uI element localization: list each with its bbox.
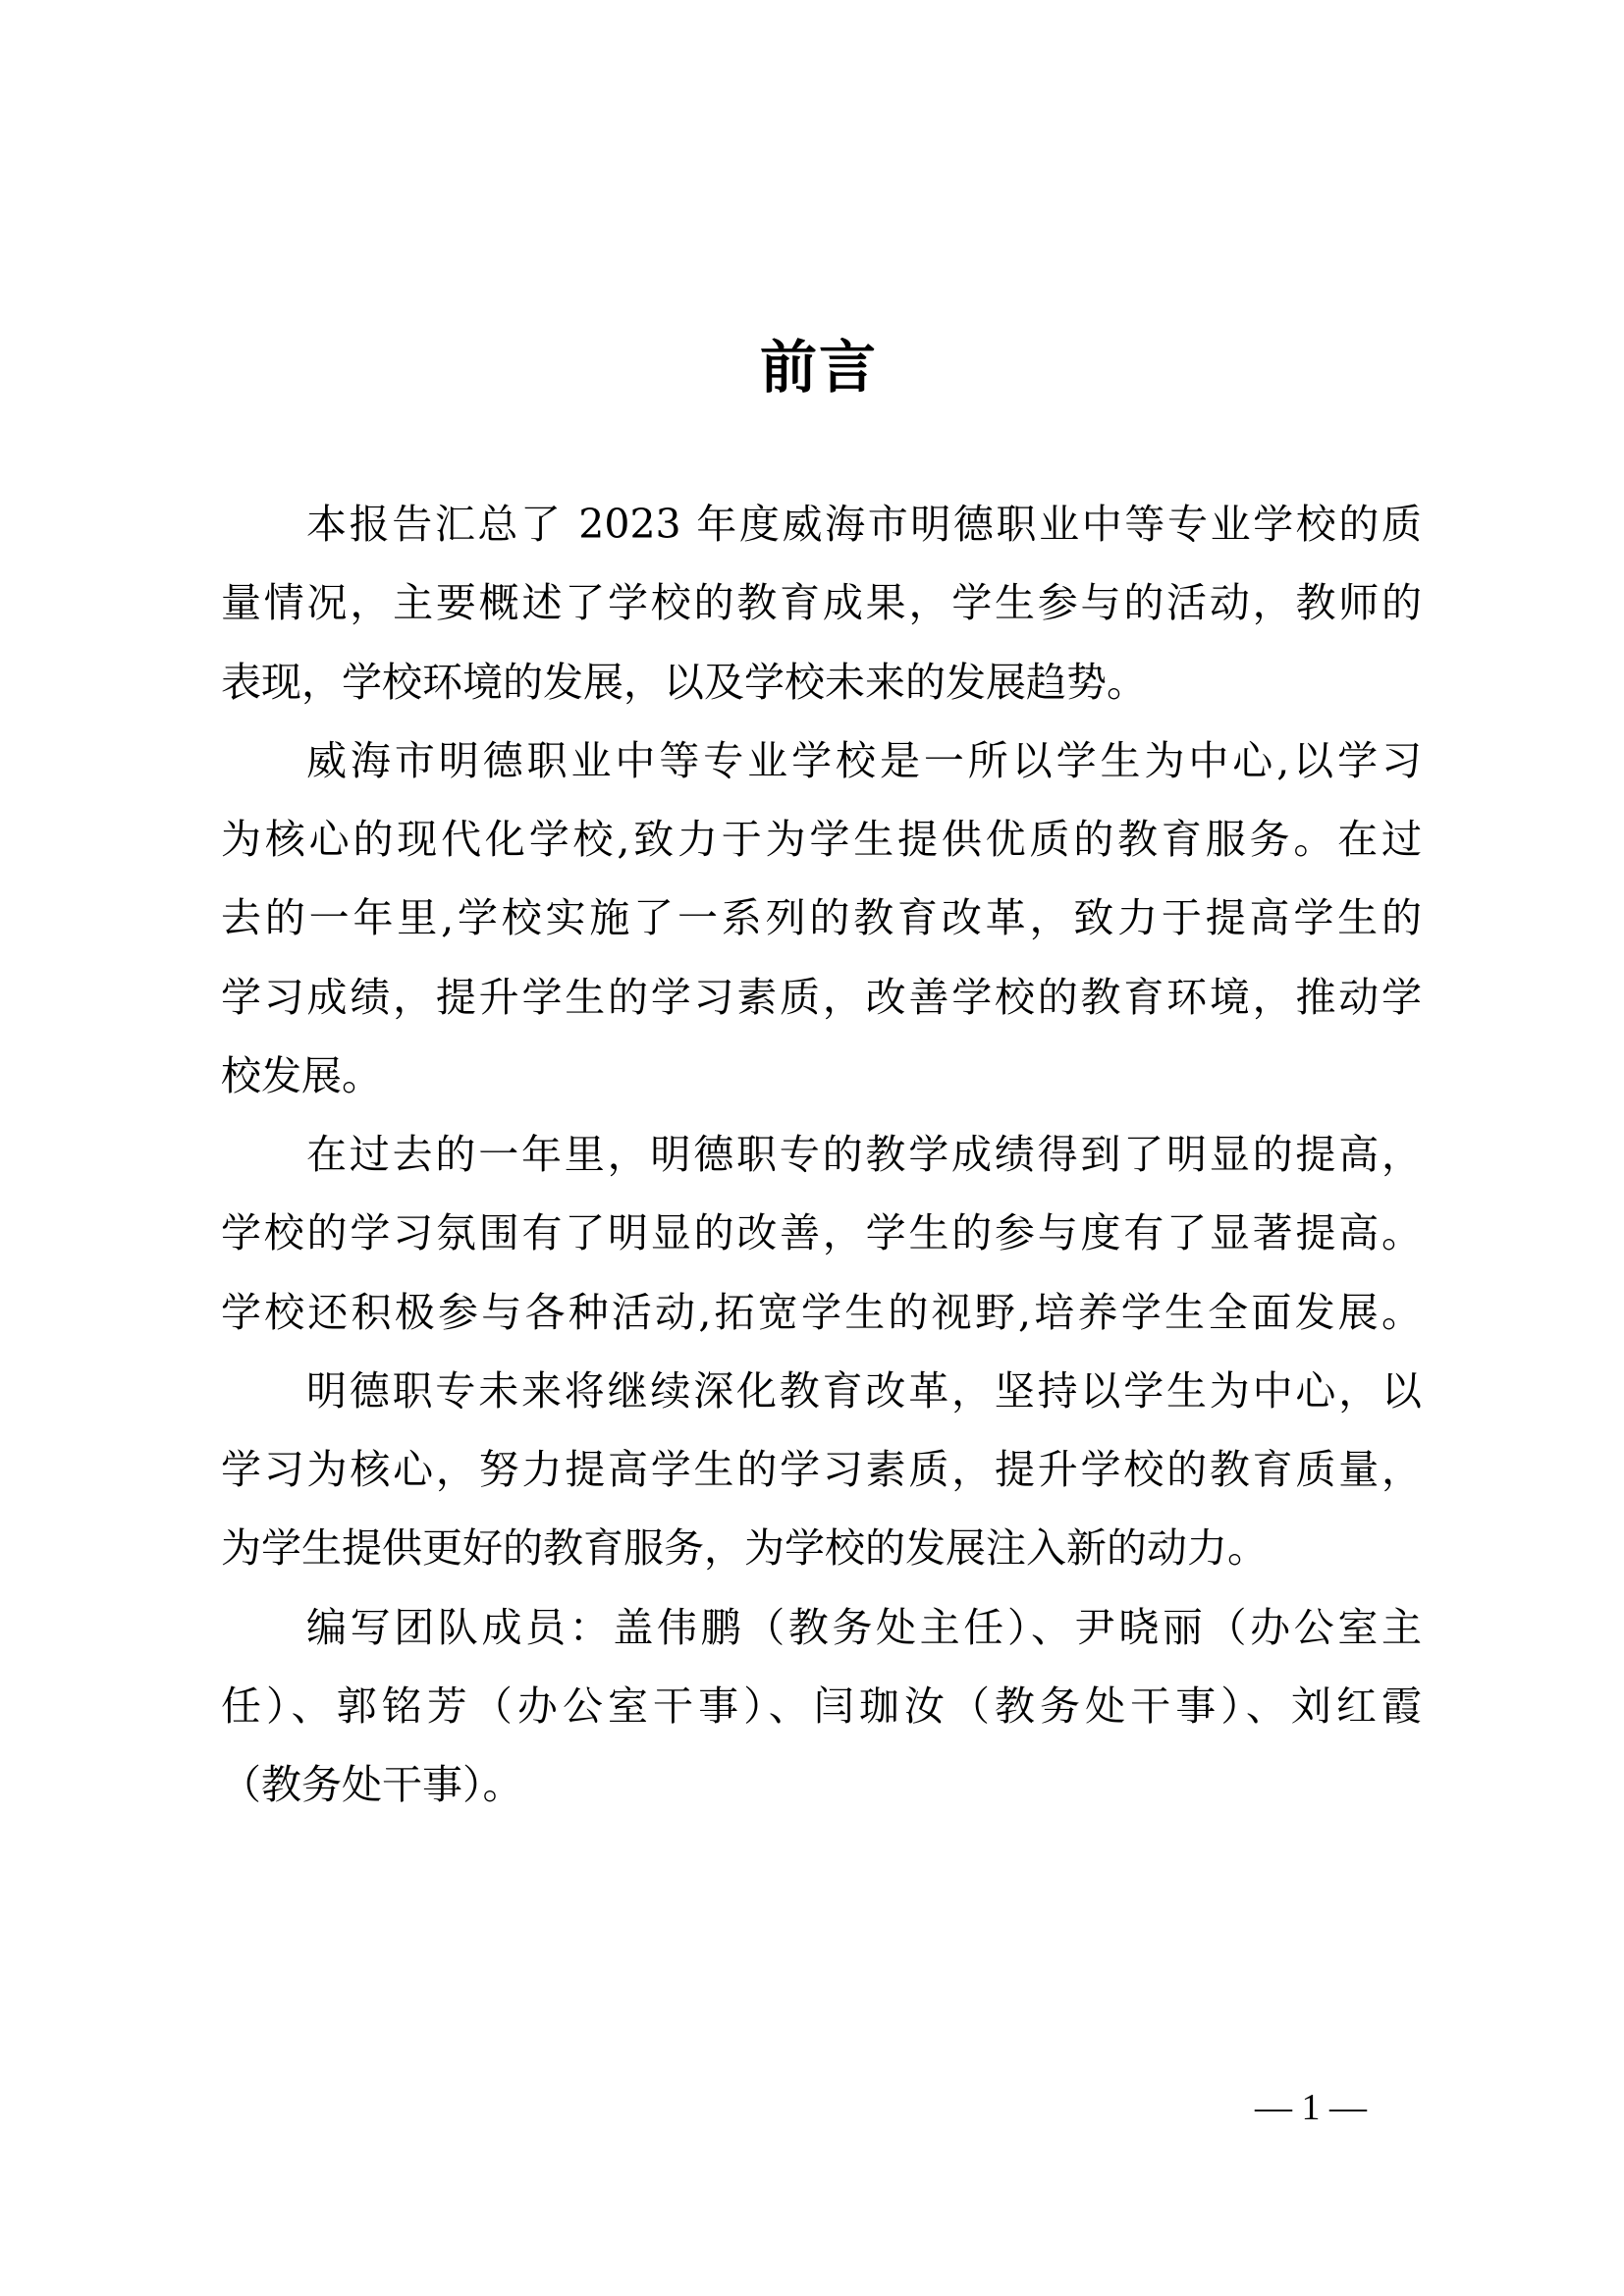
text-line: （教务处干事）。 <box>221 1761 523 1808</box>
text-line: 学校的学习氛围有了明显的改善，学生的参与度有了显著提高。 <box>221 1209 1422 1257</box>
text-line: 校发展。 <box>221 1051 382 1099</box>
paragraph-summary <box>221 485 1422 721</box>
text-line: 表现，学校环境的发展，以及学校未来的发展趋势。 <box>221 658 1147 706</box>
text-line: 为核心的现代化学校,致力于为学生提供优质的教育服务。在过 <box>221 816 1422 863</box>
text-line: 编写团队成员：盖伟鹏（教务处主任）、尹晓丽（办公室主 <box>306 1603 1422 1651</box>
text-line: 为学生提供更好的教育服务，为学校的发展注入新的动力。 <box>221 1524 1268 1573</box>
page-number: — 1 — <box>1255 2087 1367 2128</box>
text-line: 学校还积极参与各种活动,拓宽学生的视野,培养学生全面发展。 <box>221 1288 1423 1336</box>
text-line: 学习为核心，努力提高学生的学习素质，提升学校的教育质量， <box>221 1446 1422 1493</box>
text-line: 本报告汇总了 2023 年度威海市明德职业中等专业学校的质 <box>306 501 1422 548</box>
text-line: 在过去的一年里，明德职专的教学成绩得到了明显的提高， <box>306 1131 1422 1178</box>
page-title: 前言 <box>759 334 878 400</box>
document-body <box>221 485 1422 1824</box>
paragraph-editorial-team <box>221 1588 1422 1825</box>
text-line: 威海市明德职业中等专业学校是一所以学生为中心,以学习 <box>306 736 1422 784</box>
text-line: 去的一年里,学校实施了一系列的教育改革，致力于提高学生的 <box>221 894 1422 942</box>
paragraph-achievements <box>221 1115 1422 1352</box>
paragraph-future-outlook <box>221 1352 1422 1588</box>
paragraph-school-introduction <box>221 721 1422 1115</box>
text-line: 量情况，主要概述了学校的教育成果，学生参与的活动，教师的 <box>221 579 1422 627</box>
text-line: 学习成绩，提升学生的学习素质，改善学校的教育环境，推动学 <box>221 973 1422 1021</box>
text-line: 明德职专未来将继续深化教育改革，坚持以学生为中心，以 <box>306 1366 1422 1415</box>
text-line: 任）、郭铭芳（办公室干事）、闫珈汝（教务处干事）、刘红霞 <box>221 1682 1422 1730</box>
